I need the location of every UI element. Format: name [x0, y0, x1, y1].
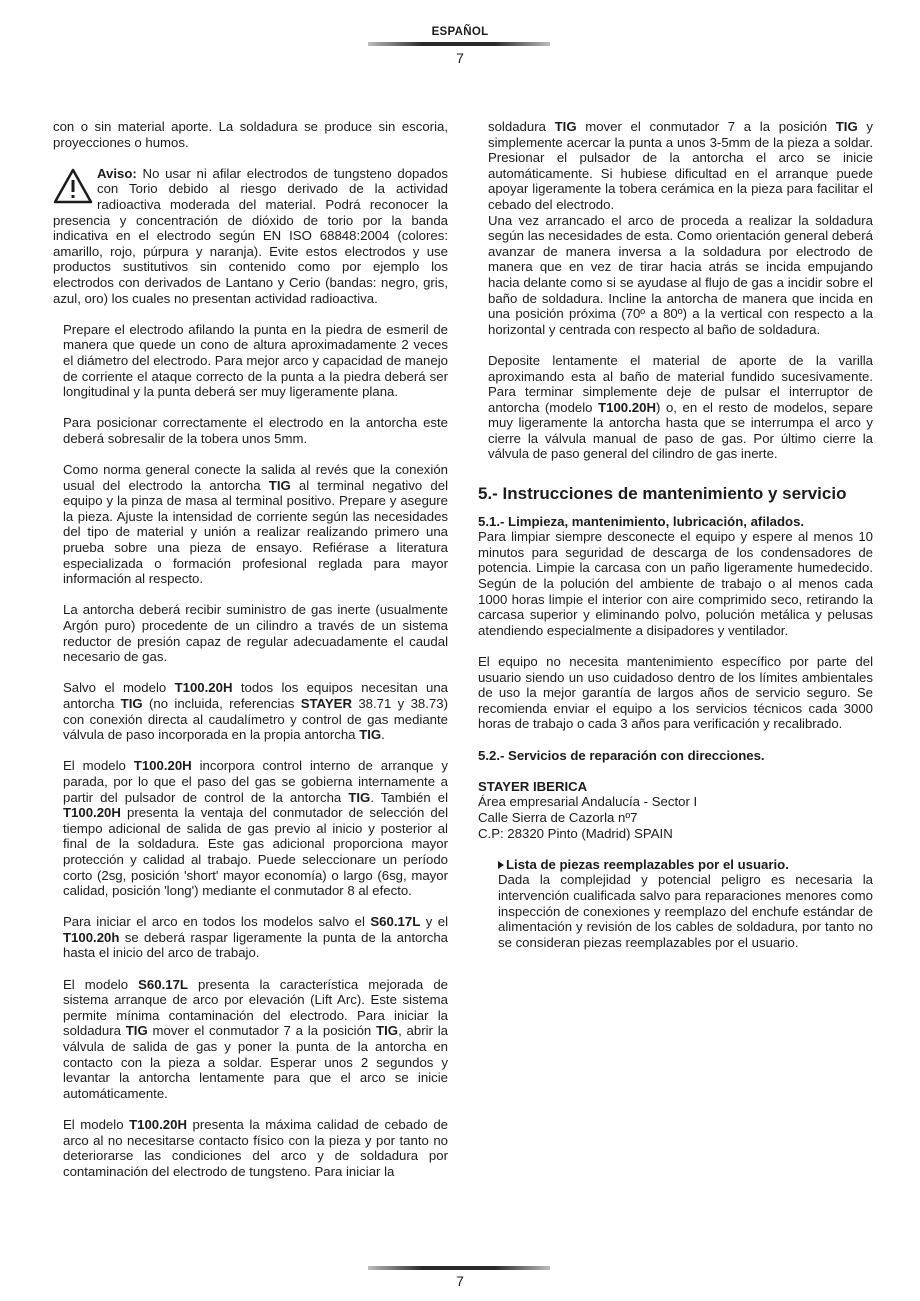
- paragraph-cleaning: Para limpiar siempre desconecte el equipo y espere al menos 10 minutos para seguridad de descarga de los condensadores de potencia. Limpie la carcasa con un paño ligeramente humedecido. Según de la polución del ambiente de trabajo o al menos cada 1000 horas limpie el interior con aire comprimido seco, retirando la carcasa superior y eliminando polvo, polución metálica y pelusas atendiendo especialmente a disipadores y ventilador.: [478, 529, 873, 638]
- paragraph-torch-models: Salvo el modelo T100.20H todos los equipos necesitan una antorcha TIG (no incluida, referencias STAYER 38.71 y 38.73) con conexión directa al caudalímetro y control de gas mediante válvula de paso incorporada en la propia antorcha TIG.: [63, 680, 449, 743]
- paragraph-t100-arc: El modelo T100.20H presenta la máxima calidad de cebado de arco al no necesitarse contacto físico con la pieza y por tanto no deteriorarse las condiciones del arco y de soldadura por contaminación del electrodo de tungsteno. Para iniciar la: [63, 1117, 448, 1179]
- footer-rule: [368, 1266, 550, 1270]
- paragraph-maintenance: El equipo no necesita mantenimiento específico por parte del usuario siendo un uso cuidadoso dentro de los límites ambientales de uso la mejor garantía de largos años de servicio seguro. Se recomienda enviar el equipo a los servicios técnicos cada 3000 horas de trabajo o cada 3 años para verificación y recalibrado.: [478, 654, 873, 732]
- section-5-2-title: 5.2.- Servicios de reparación con direcciones.: [478, 747, 765, 763]
- address-line: C.P: 28320 Pinto (Madrid) SPAIN: [478, 825, 673, 841]
- paragraph-electrode-sharpen: Prepare el electrodo afilando la punta en la piedra de esmeril de manera que quede un cono de altura aproximadamente 2 veces el diámetro del electrodo. Para mejor arco y capacidad de manejo de corriente el ataque correcto de la punta a la piedra deberá ser longitudinal y la punta deberá ser muy ligeramente plana.: [63, 321, 448, 400]
- paragraph-electrode-position: Para posicionar correctamente el electrodo en la antorcha este deberá sobresalir de la tobera unos 5mm.: [63, 415, 448, 446]
- warning-text: No usar ni afilar electrodos de tungsteno dopados con Torio debido al riesgo derivado de la actividad radioactiva moderada del material. Podrá reconocer la presencia y concentración de dióxido de torio por la banda indicativa en el electrodo según EN ISO 68848:2004 (colores: amarillo, rojo, púrpura y naranja). Evite estos electrodos y use productos sustitutivos sin contenido como por ejemplo los electrodos con derivados de Lantano y Cerio (bandas: negro, gris, azul, oro) los cuales no presentan actividad radioactiva.: [53, 165, 448, 306]
- address-line: Calle Sierra de Cazorla nº7: [478, 809, 638, 825]
- right-column: [478, 119, 873, 966]
- paragraph-s60-lift-arc: El modelo S60.17L presenta la característica mejorada de sistema arranque de arco por elevación (Lift Arc). Este sistema permite mínima contaminación del electrodo. Para iniciar la soldadura TIG mover el conmutador 7 a la posición TIG, abrir la válvula de salida de gas y poner la punta de la antorcha en contacto con la pieza a soldar. Esperar unos 2 segundos y levantar la antorcha lentamente para que el arco se inicie automáticamente.: [63, 976, 448, 1101]
- service-address: [478, 779, 873, 841]
- address-line: Área empresarial Andalucía - Sector I: [478, 794, 698, 810]
- company-name: STAYER IBERICA: [478, 778, 588, 794]
- left-column: [53, 119, 448, 1179]
- paragraph-connection: Como norma general conecte la salida al revés que la conexión usual del electrodo la antorcha TIG al terminal negativo del equipo y la pinza de masa al terminal positivo. Prepare y asegure la pieza. Ajuste la intensidad de corriente según las necesidades del tipo de material y unión a realizar realizando primero una prueba sobre una pieza de ensayo. Refiérase a literatura especializada o formación profesional reglada para mayor información al respecto.: [63, 462, 449, 587]
- paragraph-arc-start: Para iniciar el arco en todos los modelos salvo el S60.17L y el T100.20h se deberá raspar ligeramente la punta de la antorcha hasta el inicio del arco de trabajo.: [63, 914, 449, 961]
- parts-list-title: Lista de piezas reemplazables por el usuario.: [498, 857, 873, 873]
- section-5-title: 5.- Instrucciones de mantenimiento y servicio: [478, 484, 847, 504]
- warning-title: Aviso:: [97, 165, 137, 181]
- section-5-1-title: 5.1.- Limpieza, mantenimiento, lubricación, afilados.: [478, 513, 805, 529]
- paragraph-gas-supply: La antorcha deberá recibir suministro de gas inerte (usualmente Argón puro) procedente de un cilindro a través de un sistema reductor de presión capaz de regular adecuadamente el caudal necesario de gas.: [63, 602, 448, 665]
- warning-icon: [53, 168, 93, 204]
- page-number-bottom: 7: [456, 1273, 464, 1289]
- paragraph-tig-start: soldadura TIG mover el conmutador 7 a la posición TIG y simplemente acercar la punta a unos 3-5mm de la pieza a soldar. Presionar el pulsador de la antorcha el arco se inicie automáticamente. Si hubiese dificultad en el arranque puede apoyar ligeramente la tobera cerámica en la pieza para facilitar el cebado del electrodo.: [488, 119, 873, 212]
- page-number-top: 7: [456, 50, 464, 66]
- paragraph-welding-technique: Una vez arrancado el arco de proceda a realizar la soldadura según las necesidades de esta. Como orientación general deberá avanzar de manera inversa a la soldadura por electrodo de manera que en vez de tirar hacia atrás se incida empujando hacia delante como si se ayudase al flujo de gas a incidir sobre el baño de soldadura. Incline la antorcha de manera que incida en una posición próxima (70º a 80º) a la vertical con respecto a la horizontal y centrada con respecto al baño de soldadura.: [488, 212, 873, 337]
- paragraph-t100-control: El modelo T100.20H incorpora control interno de arranque y parada, por lo que el paso del gas se gobierna internamente a partir del pulsador de control de la antorcha TIG. También el T100.20H presenta la ventaja del conmutador de selección del tiempo adicional de salida de gas previo al inicio y posterior al final de la soldadura. Este gas adicional proporciona mayor protección y calidad al trabajo. Puede seleccionare un período corto (2sg, posición 'short' mayor economía) o largo (6sg, mayor calidad, posición 'long') mediante el conmutador 8 al efecto.: [63, 758, 449, 899]
- arrow-right-icon: [498, 861, 504, 869]
- header-rule: [368, 42, 550, 46]
- parts-list-section: [478, 857, 873, 951]
- warning-block: [53, 166, 448, 306]
- paragraph-filler-material: Deposite lentamente el material de aporte de la varilla aproximando esta al baño de material fundido sucesivamente. Para terminar simplemente deje de pulsar el interruptor de antorcha (modelo T100.20H) o, en el resto de modelos, separe muy ligeramente la antorcha hasta que se interrumpa el arco y cierre la válvula manual de paso de gas. Por último cierre la válvula de paso general del cilindro de gas inerte.: [488, 352, 873, 462]
- intro-paragraph: con o sin material aporte. La soldadura se produce sin escoria, proyecciones o humos.: [53, 119, 448, 150]
- parts-list-text: Dada la complejidad y potencial peligro es necesaria la intervención cualificada salvo para reparaciones menores como inspección de conexiones y reemplazo del enchufe estándar de alimentación y revisión de los cables de soldadura, por tanto no se consideran piezas reemplazables por el usuario.: [498, 872, 873, 950]
- language-header: ESPAÑOL: [431, 26, 489, 38]
